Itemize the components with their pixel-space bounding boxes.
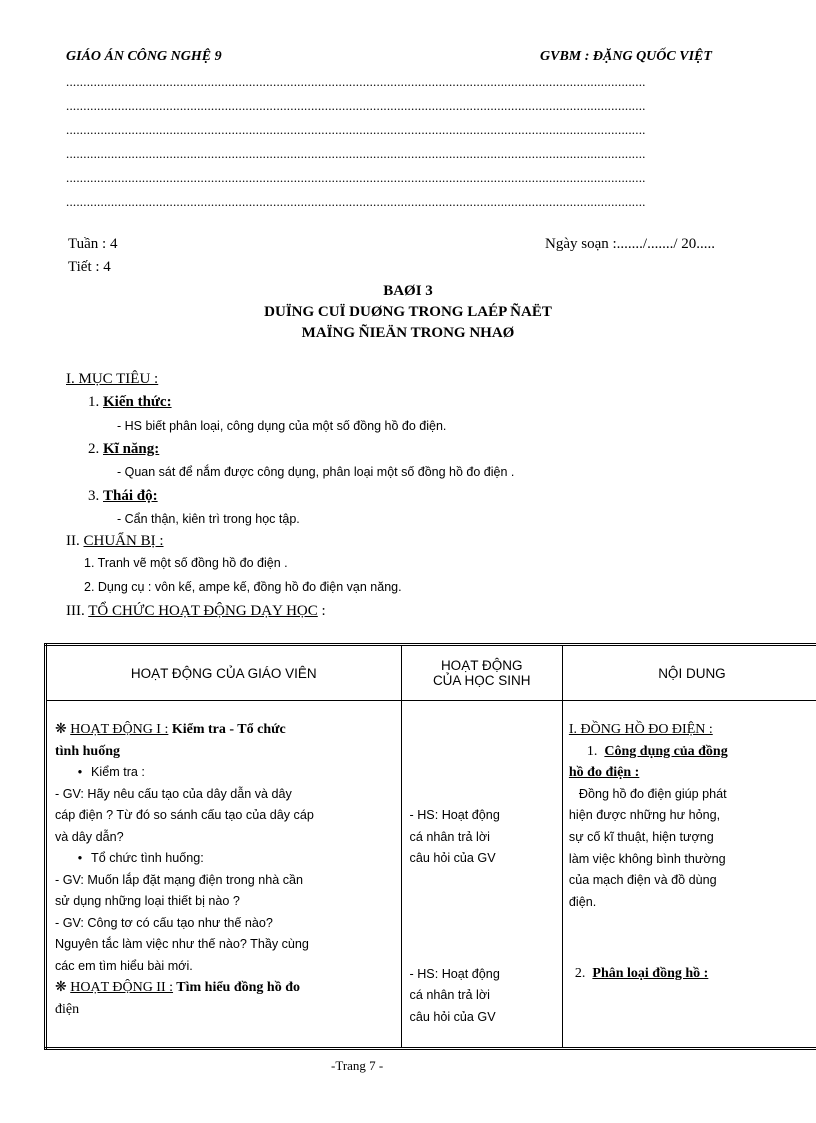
activity-1-heading-cont: tình huống	[55, 743, 120, 759]
content-text: của mạch điện và đồ dùng	[568, 873, 717, 888]
dotted-line: ........................................................................................................................................................................	[66, 98, 646, 113]
knowledge-heading	[88, 394, 172, 411]
bullet-item: • Kiểm tra :	[77, 765, 145, 779]
period-label: Tiết : 4	[68, 259, 111, 275]
lesson-title-line2: MAÏNG ÑIEÄN TRONG NHAØ	[301, 325, 515, 341]
attitude-label: Thái độ:	[103, 488, 158, 504]
teacher-text: và dây dẫn?	[55, 829, 124, 844]
content-sub-1: 1. Công dụng của đồng	[586, 743, 728, 759]
content-text: hiện được những hư hỏng,	[568, 808, 721, 823]
content-heading: I. ĐỒNG HỒ ĐO ĐIỆN :	[568, 722, 713, 737]
header-right: GVBM : ĐẶNG QUỐC VIỆT	[540, 49, 712, 64]
student-text: cá nhân trả lời	[409, 829, 490, 844]
teacher-text: - GV: Công tơ có cấu tạo như thế nào?	[55, 915, 273, 930]
activities-heading	[66, 603, 326, 620]
activity-2-heading-cont: điện	[55, 1001, 80, 1017]
preparation-prefix: II.	[66, 533, 84, 549]
student-text: câu hỏi của GV	[409, 1009, 496, 1024]
knowledge-label: Kiến thức:	[103, 394, 172, 410]
attitude-text: - Cẩn thận, kiên trì trong học tập.	[117, 512, 300, 526]
teacher-text: - GV: Hãy nêu cấu tạo của dây dẫn và dây	[55, 786, 292, 801]
preparation-item-1: 1. Tranh vẽ một số đồng hồ đo điện .	[84, 556, 288, 570]
dotted-line: ........................................................................................................................................................................	[66, 122, 646, 137]
teacher-text: sử dụng những loại thiết bị nào ?	[55, 894, 240, 908]
content-text: Đồng hồ đo điện giúp phát	[578, 786, 727, 801]
activities-suffix: :	[317, 603, 326, 619]
skills-heading	[88, 441, 159, 458]
preparation-heading	[66, 533, 164, 550]
activity-2-heading: ❋ HOẠT ĐỘNG II : Tìm hiểu đồng hồ đo	[55, 980, 300, 995]
skills-text: - Quan sát để nắm được công dụng, phân loại một số đồng hồ đo điện .	[117, 465, 515, 479]
date-label: Ngày soạn :......./......./ 20.....	[545, 236, 715, 252]
activity-table	[44, 643, 816, 1050]
student-text: câu hỏi của GV	[409, 851, 496, 865]
activities-label: TỔ CHỨC HOẠT ĐỘNG DẠY HỌC	[88, 603, 318, 619]
table-body-row	[46, 701, 816, 1049]
dotted-line: ........................................................................................................................................................................	[66, 170, 646, 185]
activity-icon: ❋	[55, 722, 67, 737]
student-text: cá nhân trả lời	[409, 988, 490, 1002]
dotted-line: ........................................................................................................................................................................	[66, 194, 646, 209]
col-content-header: NỘI DUNG	[562, 645, 816, 701]
bullet-item: • Tổ chức tình huống:	[77, 851, 204, 865]
week-label: Tuần : 4	[68, 236, 118, 252]
lesson-title-line1: DUÏNG CUÏ DUØNG TRONG LAÉP ÑAËT	[264, 304, 552, 320]
student-text: - HS: Hoạt động	[409, 808, 500, 822]
skills-number: 2.	[88, 441, 100, 457]
teacher-text: cáp điện ? Từ đó so sánh cấu tạo của dây cáp	[55, 808, 314, 822]
content-sub-1-cont: hồ đo điện :	[568, 765, 640, 781]
content-cell	[562, 701, 816, 1049]
attitude-number: 3.	[88, 488, 100, 504]
activity-icon: ❋	[55, 980, 67, 995]
attitude-heading	[88, 488, 158, 505]
activities-prefix: III.	[66, 603, 89, 619]
content-text: làm việc không bình thường	[568, 851, 726, 866]
col-teacher-header: HOẠT ĐỘNG CỦA GIÁO VIÊN	[46, 645, 402, 701]
lesson-number: BAØI 3	[383, 283, 433, 299]
preparation-item-2: 2. Dụng cụ : vôn kế, ampe kế, đồng hồ đo điện vạn năng.	[84, 580, 402, 594]
table-header-row	[46, 645, 816, 701]
objectives-heading: I. MỤC TIÊU :	[66, 371, 159, 387]
student-text: - HS: Hoạt động	[409, 966, 500, 981]
skills-label: Kĩ năng:	[103, 441, 160, 457]
preparation-label: CHUẨN BỊ :	[83, 533, 164, 549]
teacher-cell	[46, 701, 402, 1049]
col-student-header: HOẠT ĐỘNG CỦA HỌC SINH	[401, 645, 562, 701]
content-sub-2: 2. Phân loại đồng hồ :	[574, 966, 709, 982]
content-text: điện.	[568, 894, 597, 909]
knowledge-number: 1.	[88, 394, 100, 410]
dotted-line: ........................................................................................................................................................................	[66, 74, 646, 89]
content-text: sự cố kĩ thuật, hiện tượng	[568, 829, 714, 844]
activity-1-heading: ❋ HOẠT ĐỘNG I : Kiểm tra - Tổ chức	[55, 722, 286, 737]
teacher-text: Nguyên tắc làm việc như thế nào? Thầy cùng	[55, 937, 309, 951]
header-left: GIÁO ÁN CÔNG NGHỆ 9	[66, 49, 222, 64]
teacher-text: - GV: Muốn lắp đặt mạng điện trong nhà cần	[55, 872, 304, 887]
student-cell	[401, 701, 562, 1049]
dotted-line: ........................................................................................................................................................................	[66, 146, 646, 161]
page-footer: -Trang 7 -	[331, 1058, 384, 1073]
teacher-text: các em tìm hiểu bài mới.	[55, 958, 193, 973]
knowledge-text: - HS biết phân loại, công dụng của một số đồng hồ đo điện.	[117, 419, 447, 433]
